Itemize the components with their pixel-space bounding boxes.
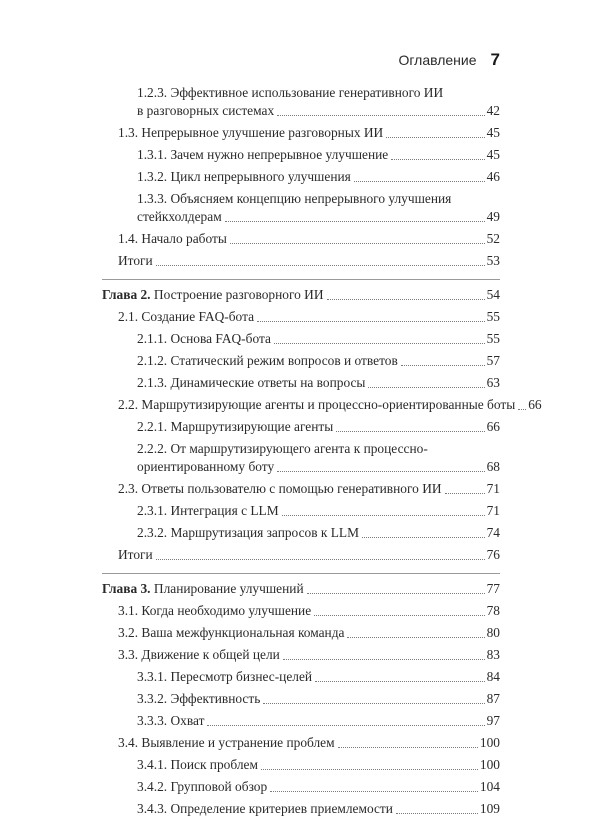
dot-leader: [257, 321, 485, 322]
toc-page-number: 45: [486, 125, 500, 140]
dot-leader: [347, 637, 484, 638]
toc-entry[interactable]: [102, 286, 500, 304]
dot-leader: [327, 299, 485, 300]
dot-leader: [518, 409, 526, 410]
toc-entry[interactable]: [102, 146, 500, 164]
toc-entry[interactable]: [102, 778, 500, 796]
toc-entry-title: 2.1. Создание FAQ-бота: [118, 309, 255, 324]
toc-page-number: 87: [486, 691, 500, 706]
toc-entry-title: 3.4. Выявление и устранение проблем: [118, 735, 335, 750]
toc-entry[interactable]: [102, 352, 500, 370]
dot-leader: [156, 559, 485, 560]
toc-page-number: 84: [486, 669, 500, 684]
toc-entry[interactable]: [102, 668, 500, 686]
toc-page-number: 76: [486, 547, 500, 562]
dot-leader: [362, 537, 485, 538]
toc-page-number: 71: [486, 481, 500, 496]
toc-entry-title: 3.3.2. Эффективность: [137, 691, 261, 706]
toc-page-number: 100: [479, 735, 500, 750]
running-title: Оглавление: [398, 52, 477, 68]
toc-entry-title: 2.3.2. Маршрутизация запросов к LLM: [137, 525, 360, 540]
toc-page-number: 97: [486, 713, 500, 728]
toc-entry-title: 3.2. Ваша межфункциональная команда: [118, 625, 345, 640]
toc-entry[interactable]: [102, 308, 500, 326]
toc-page-number: 57: [486, 353, 500, 368]
toc-entry-title: 1.4. Начало работы: [118, 231, 227, 246]
dot-leader: [386, 137, 484, 138]
toc-entry-title: 1.3.2. Цикл непрерывного улучшения: [137, 169, 351, 184]
toc-entry-title: 2.1.1. Основа FAQ-бота: [137, 331, 271, 346]
toc-page-number: 55: [486, 331, 500, 346]
toc-entry[interactable]: [102, 440, 500, 476]
dot-leader: [274, 343, 485, 344]
dot-leader: [368, 387, 484, 388]
toc-page-number: 63: [486, 375, 500, 390]
toc-page-number: 52: [486, 231, 500, 246]
toc-entry[interactable]: [102, 712, 500, 730]
toc-page-number: 54: [486, 287, 500, 302]
toc-entry[interactable]: [102, 230, 500, 248]
toc-entry[interactable]: [102, 190, 500, 226]
chapter-separator: [102, 573, 500, 574]
dot-leader: [391, 159, 484, 160]
toc-page-number: 53: [486, 253, 500, 268]
dot-leader: [282, 515, 485, 516]
toc-entry[interactable]: [102, 418, 500, 436]
toc-page-number: 49: [486, 209, 500, 224]
toc-entry-title: Глава 2. Построение разговорного ИИ: [102, 287, 324, 302]
toc-entry-title: 3.4.2. Групповой обзор: [137, 779, 268, 794]
dot-leader: [270, 791, 478, 792]
toc-page-number: 66: [528, 397, 542, 412]
toc-entry[interactable]: [102, 734, 500, 752]
toc-page-number: 55: [486, 309, 500, 324]
dot-leader: [283, 659, 485, 660]
toc-entry-title: 3.3.1. Пересмотр бизнес-целей: [137, 669, 313, 684]
dot-leader: [307, 593, 485, 594]
toc-entry-title: Итоги: [118, 253, 153, 268]
chapter-label: Глава 2.: [102, 287, 151, 302]
dot-leader: [207, 725, 484, 726]
toc-page-number: 45: [486, 147, 500, 162]
toc-entry[interactable]: [102, 756, 500, 774]
toc-entry-title: Итоги: [118, 547, 153, 562]
toc-entry[interactable]: [102, 396, 542, 414]
toc-page-number: 71: [486, 503, 500, 518]
toc-entry[interactable]: [102, 646, 500, 664]
toc-entry-title: 2.2.1. Маршрутизирующие агенты: [137, 419, 334, 434]
toc-page-number: 100: [479, 757, 500, 772]
toc-page-number: 42: [486, 103, 500, 118]
toc-page-number: 104: [479, 779, 500, 794]
toc-entry[interactable]: [102, 480, 500, 498]
dot-leader: [445, 493, 485, 494]
toc-entry-title: 1.3.1. Зачем нужно непрерывное улучшение: [137, 147, 389, 162]
dot-leader: [338, 747, 478, 748]
toc-entry-title: 1.3. Непрерывное улучшение разговорных ИИ: [118, 125, 384, 140]
toc-page-number: 83: [486, 647, 500, 662]
toc-entry[interactable]: [102, 124, 500, 142]
toc-entry-title: 1.2.3. Эффективное использование генеративного ИИ: [137, 85, 444, 100]
toc-entry[interactable]: [102, 690, 500, 708]
dot-leader: [156, 265, 485, 266]
toc-entry-title: 3.4.3. Определение критериев приемлемости: [137, 801, 393, 816]
dot-leader: [225, 221, 485, 222]
chapter-label: Глава 3.: [102, 581, 151, 596]
toc-entry[interactable]: [102, 502, 500, 520]
toc-page-number: 68: [486, 459, 500, 474]
toc-entry-title: 2.1.2. Статический режим вопросов и ответов: [137, 353, 398, 368]
toc-entry[interactable]: [102, 800, 500, 818]
toc-entry-title: 2.1.3. Динамические ответы на вопросы: [137, 375, 366, 390]
dot-leader: [336, 431, 484, 432]
dot-leader: [230, 243, 485, 244]
toc-entry-title: Глава 3. Планирование улучшений: [102, 581, 304, 596]
chapter-separator: [102, 279, 500, 280]
toc-page-number: 66: [486, 419, 500, 434]
toc-page-number: 77: [486, 581, 500, 596]
toc-entry[interactable]: [102, 252, 500, 270]
dot-leader: [396, 813, 478, 814]
toc-entry-title: 2.3.1. Интеграция с LLM: [137, 503, 279, 518]
dot-leader: [401, 365, 485, 366]
toc-entry-title: стейкхолдерам: [137, 209, 222, 224]
page-header: [398, 50, 500, 74]
toc-entry[interactable]: [102, 580, 500, 598]
toc-entry-title: 3.4.1. Поиск проблем: [137, 757, 258, 772]
toc-entry-title: в разговорных системах: [137, 103, 275, 118]
toc-page-number: 74: [486, 525, 500, 540]
toc-entry[interactable]: [102, 330, 500, 348]
dot-leader: [261, 769, 478, 770]
toc-entry-title: 1.3.3. Объясняем концепцию непрерывного улучшения: [137, 191, 452, 206]
dot-leader: [263, 703, 484, 704]
dot-leader: [314, 615, 484, 616]
toc-entry-title: 2.2. Маршрутизирующие агенты и процессно-ориентированные боты: [118, 397, 516, 412]
toc-entry-title: 3.1. Когда необходимо улучшение: [118, 603, 312, 618]
toc-entry-title: 2.2.2. От маршрутизирующего агента к процессно-: [137, 441, 428, 456]
toc-page-number: 78: [486, 603, 500, 618]
page-number: 7: [490, 50, 500, 69]
toc-entry-title: 2.3. Ответы пользователю с помощью генеративного ИИ: [118, 481, 442, 496]
dot-leader: [354, 181, 485, 182]
table-of-contents: [102, 84, 542, 818]
dot-leader: [277, 471, 484, 472]
toc-page-number: 109: [479, 801, 500, 816]
toc-entry[interactable]: [102, 84, 500, 120]
toc-entry[interactable]: [102, 624, 500, 642]
toc-entry[interactable]: [102, 546, 500, 564]
toc-entry[interactable]: [102, 374, 500, 392]
toc-entry[interactable]: [102, 168, 500, 186]
dot-leader: [277, 115, 484, 116]
toc-page-number: 46: [486, 169, 500, 184]
toc-entry-title: ориентированному боту: [137, 459, 275, 474]
toc-entry-title: 3.3. Движение к общей цели: [118, 647, 280, 662]
toc-entry[interactable]: [102, 524, 500, 542]
dot-leader: [315, 681, 485, 682]
toc-entry-title: 3.3.3. Охват: [137, 713, 205, 728]
toc-page-number: 80: [486, 625, 500, 640]
toc-entry[interactable]: [102, 602, 500, 620]
